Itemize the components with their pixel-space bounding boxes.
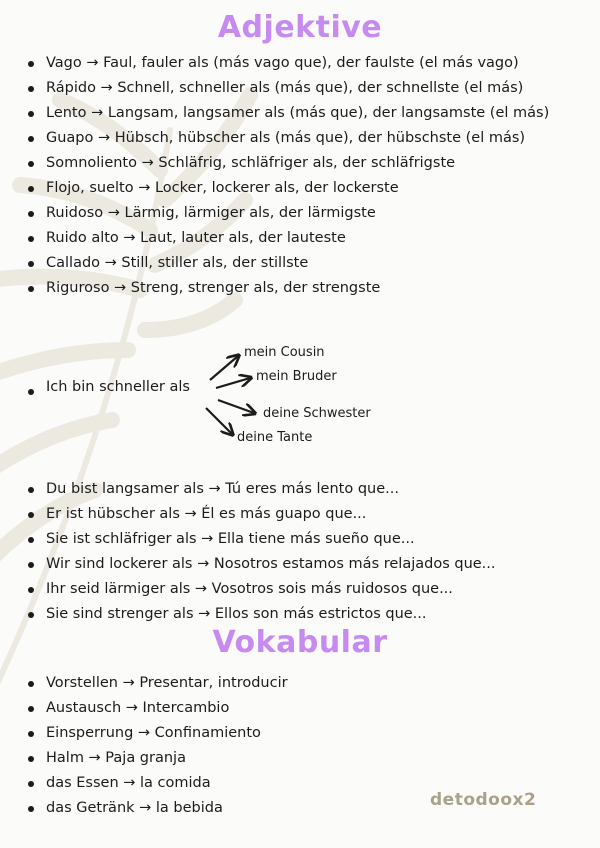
list-item: Riguroso → Streng, strenger als, der strengste: [24, 276, 594, 301]
comparison-lead-text: Ich bin schneller als: [24, 379, 190, 395]
list-item: Sie sind strenger als → Ellos son más estrictos que...: [24, 602, 496, 627]
adjective-list: [24, 51, 594, 301]
list-item: das Essen → la comida: [24, 771, 288, 796]
list-item: Wir sind lockerer als → Nosotros estamos más relajados que...: [24, 552, 496, 577]
list-item: das Getränk → la bebida: [24, 796, 288, 821]
vocabulary-list: [24, 671, 288, 821]
list-item: Er ist hübscher als → Él es más guapo que...: [24, 502, 496, 527]
list-item: Somnoliento → Schläfrig, schläfriger als, der schläfrigste: [24, 151, 594, 176]
list-item: Rápido → Schnell, schneller als (más que), der schnellste (el más): [24, 76, 594, 101]
list-item: Einsperrung → Confinamiento: [24, 721, 288, 746]
watermark: detodoox2: [430, 790, 537, 810]
example-list: [24, 477, 496, 627]
list-item: Sie ist schläfriger als → Ella tiene más sueño que...: [24, 527, 496, 552]
comparison-target: mein Bruder: [256, 369, 337, 384]
comparison-lead: [24, 375, 190, 400]
comparison-target: deine Tante: [237, 430, 313, 445]
list-item: Ihr seid lärmiger als → Vosotros sois más ruidosos que...: [24, 577, 496, 602]
list-item: Lento → Langsam, langsamer als (más que), der langsamste (el más): [24, 101, 594, 126]
list-item: Callado → Still, stiller als, der stillste: [24, 251, 594, 276]
comparison-target: deine Schwester: [263, 406, 371, 421]
list-item: Vago → Faul, fauler als (más vago que), der faulste (el más vago): [24, 51, 594, 76]
list-item: Ruidoso → Lärmig, lärmiger als, der lärmigste: [24, 201, 594, 226]
list-item: Ruido alto → Laut, lauter als, der lauteste: [24, 226, 594, 251]
list-item: Guapo → Hübsch, hübscher als (más que), der hübschste (el más): [24, 126, 594, 151]
comparison-target: mein Cousin: [244, 345, 325, 360]
list-item: Flojo, suelto → Locker, lockerer als, der lockerste: [24, 176, 594, 201]
list-item: Austausch → Intercambio: [24, 696, 288, 721]
heading-vokabular: Vokabular: [212, 625, 388, 660]
list-item: Du bist langsamer als → Tú eres más lento que...: [24, 477, 496, 502]
heading-adjektive: Adjektive: [217, 10, 383, 45]
list-item: Halm → Paja granja: [24, 746, 288, 771]
list-item: Vorstellen → Presentar, introducir: [24, 671, 288, 696]
